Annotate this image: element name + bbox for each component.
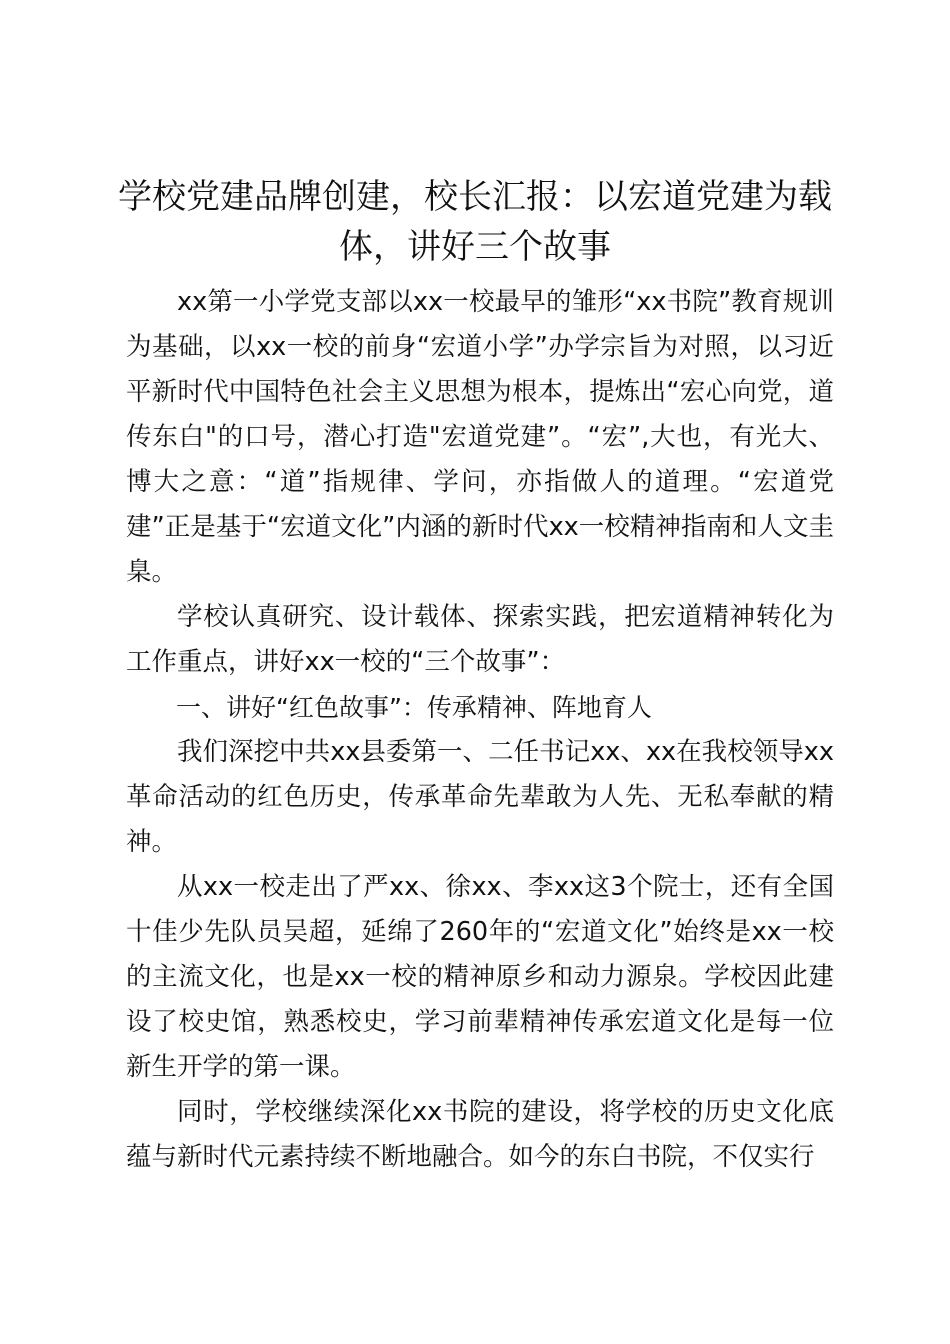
paragraph-intro: xx第一小学党支部以xx一校最早的雏形“xx书院”教育规训为基础，以xx一校的前身“宏道小学”办学宗旨为对照，以习近平新时代中国特色社会主义思想为根本，提炼出“宏心向党，道传东白"的口号，潜心打造"宏道党建”。“宏”,大也，有光大、博大之意：“道”指规律、学问，亦指做人的道理。“宏道党建”正是基于“宏道文化”内涵的新时代xx一校精神指南和人文圭臬。 (126, 287, 834, 587)
document-body (126, 280, 834, 1180)
paragraph-red-history: 我们深挖中共xx县委第一、二任书记xx、xx在我校领导xx革命活动的红色历史，传承革命先辈敢为人先、无私奉献的精神。 (126, 737, 834, 857)
paragraph-academicians: 从xx一校走出了严xx、徐xx、李xx这3个院士，还有全国十佳少先队员吴超，延绵了260年的“宏道文化”始终是xx一校的主流文化，也是xx一校的精神原乡和动力源泉。学校因此建设了校史馆，熟悉校史，学习前辈精神传承宏道文化是每一位新生开学的第一课。 (126, 872, 834, 1082)
document-title: 学校党建品牌创建，校长汇报：以宏道党建为载体，讲好三个故事 (118, 177, 832, 267)
paragraph-three-stories: 学校认真研究、设计载体、探索实践，把宏道精神转化为工作重点，讲好xx一校的“三个故事”： (126, 602, 834, 677)
section-heading-red-story: 一、讲好“红色故事”：传承精神、阵地育人 (176, 693, 652, 722)
paragraph-academy: 同时，学校继续深化xx书院的建设，将学校的历史文化底蕴与新时代元素持续不断地融合。如今的东白书院，不仅实行 (126, 1097, 834, 1172)
